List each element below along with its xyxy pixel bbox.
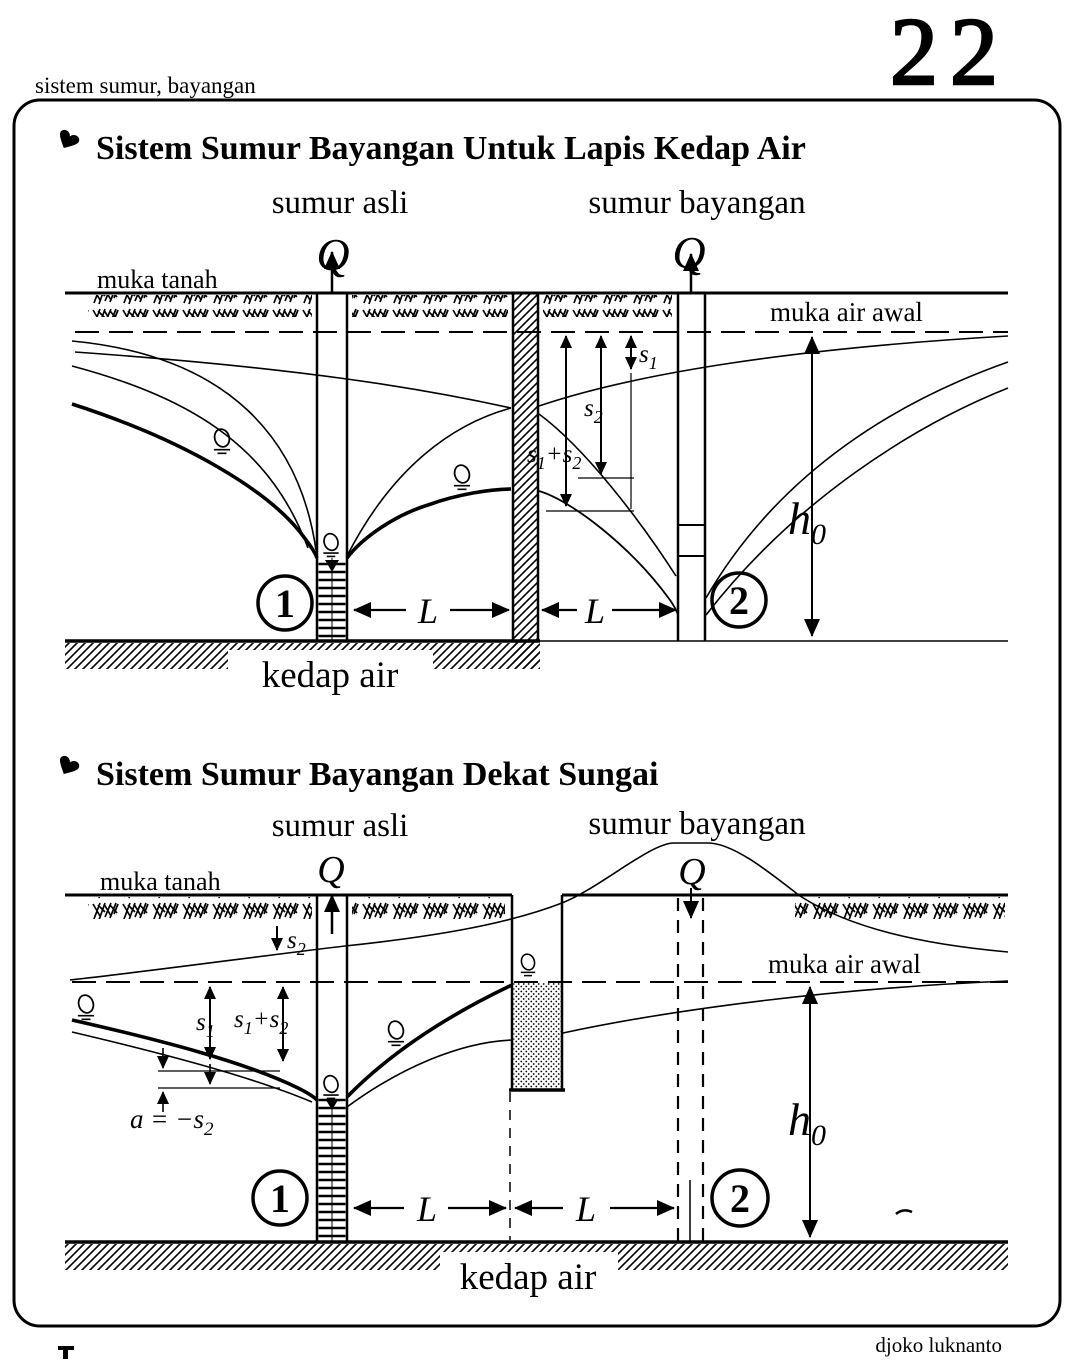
- ground-label: muka tanah: [97, 265, 218, 294]
- water-level-icon: [452, 463, 471, 489]
- s1-plus-s2-label: $s_1+s_2$: [527, 441, 582, 473]
- water-table-curve: [72, 404, 317, 558]
- drawdown-dimensions: [527, 336, 658, 511]
- discharge-label: Q: [317, 849, 345, 891]
- section-confined-barrier: [55, 128, 1008, 696]
- well-2-badge: [712, 573, 766, 627]
- river-channel: [509, 895, 565, 1090]
- grass-hatch: [88, 295, 312, 317]
- discharge-label: Q: [678, 851, 706, 893]
- impermeable-label: kedap air: [261, 655, 399, 696]
- image-well-label: sumur bayangan: [588, 806, 806, 842]
- page-number: 22: [890, 0, 1010, 105]
- water-table-curve: [347, 489, 511, 558]
- real-well: [317, 252, 347, 641]
- section-title: Sistem Sumur Bayangan Untuk Lapis Kedap Air: [96, 130, 806, 167]
- water-level-icon: [386, 1019, 405, 1045]
- credit: djoko luknanto: [875, 1333, 1002, 1357]
- h0-label: $h_0$: [788, 493, 826, 551]
- water-table-curve: [347, 985, 512, 1097]
- s1-label: $s_1$: [639, 341, 658, 373]
- real-well-label: sumur asli: [271, 808, 409, 844]
- grass-hatch: [352, 897, 505, 919]
- real-well-label: sumur asli: [271, 185, 409, 221]
- s2-label: $s_2$: [584, 395, 603, 427]
- s1-label: $s_1$: [196, 1009, 215, 1041]
- grass-hatch: [795, 897, 1005, 919]
- water-level-icon: [519, 952, 536, 975]
- initial-water-label: muka air awal: [768, 949, 921, 979]
- image-well: [678, 898, 703, 1242]
- distance-label: L: [417, 591, 439, 631]
- distance-label: L: [416, 1189, 438, 1229]
- image-well: [678, 254, 705, 641]
- fleuron-bullet-icon: [55, 128, 81, 153]
- water-level-icon: [322, 1074, 340, 1099]
- image-well-label: sumur bayangan: [588, 185, 806, 221]
- s2-label: $s_2$: [287, 927, 306, 959]
- svg-text:1: 1: [275, 581, 295, 626]
- distance-label: L: [584, 591, 606, 631]
- water-level-icon: [76, 993, 95, 1019]
- discharge-label: Q: [672, 227, 706, 278]
- svg-text:1: 1: [270, 1176, 290, 1221]
- well-2-badge: [712, 1170, 768, 1226]
- svg-text:2: 2: [730, 1176, 750, 1221]
- h0-label: $h_0$: [788, 1094, 826, 1152]
- well-1-badge: [253, 1171, 307, 1225]
- grass-hatch: [88, 897, 312, 919]
- water-level-icon: [322, 532, 340, 557]
- barrier-wall: [513, 293, 538, 668]
- distance-label: L: [575, 1189, 597, 1229]
- a-equals-label: $a = -s_2$: [130, 1104, 214, 1140]
- stray-mark: [58, 1346, 74, 1359]
- drawdown-curves: [72, 336, 1008, 615]
- impermeable-layer: [65, 1242, 1008, 1298]
- svg-text:2: 2: [729, 578, 749, 623]
- river-water: [514, 983, 562, 1088]
- distance-arrows: [354, 1189, 674, 1229]
- fleuron-bullet-icon: [55, 754, 81, 779]
- s1-plus-s2-label: $s_1+s_2$: [234, 1006, 289, 1038]
- impermeable-label: kedap air: [459, 1257, 597, 1298]
- grass-hatch: [352, 295, 508, 317]
- drawdown-dimensions: [130, 926, 306, 1140]
- discharge-label: Q: [316, 229, 350, 280]
- impermeable-layer: [65, 641, 1008, 696]
- grass-hatch: [543, 295, 672, 317]
- ground-label: muka tanah: [100, 867, 221, 896]
- initial-water-label: muka air awal: [770, 297, 923, 327]
- stray-tilde-mark: [896, 1210, 912, 1214]
- section-title: Sistem Sumur Bayangan Dekat Sungai: [96, 756, 659, 793]
- well-1-badge: [258, 576, 312, 630]
- section-river-image-well: [55, 754, 1008, 1298]
- page-header: sistem sumur, bayangan: [35, 73, 256, 98]
